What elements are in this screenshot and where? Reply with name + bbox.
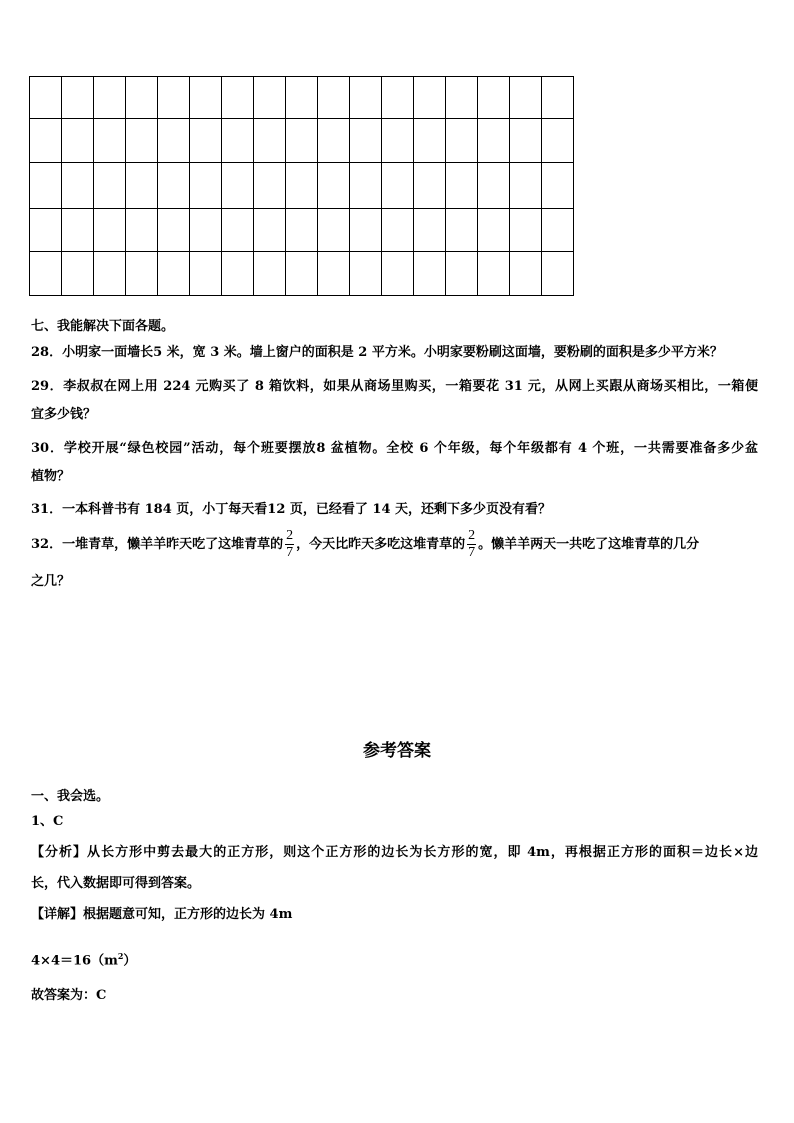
grid-cell xyxy=(286,209,318,252)
grid-cell xyxy=(190,77,222,119)
fraction xyxy=(285,528,294,561)
grid-cell xyxy=(222,77,254,119)
denominator: 7 xyxy=(286,545,294,560)
grid-cell xyxy=(542,252,574,296)
denominator: 7 xyxy=(468,545,476,560)
grid-cell xyxy=(222,209,254,252)
calc-end: ） xyxy=(123,953,137,969)
grid-cell xyxy=(254,77,286,119)
grid-cell xyxy=(254,209,286,252)
grid-cell xyxy=(126,77,158,119)
question-29-cont: 宜多少钱？ xyxy=(31,407,97,422)
answers-title: 参考答案 xyxy=(363,741,431,761)
question-32 xyxy=(31,527,699,563)
grid-cell xyxy=(126,209,158,252)
grid-cell xyxy=(318,252,350,296)
grid-cell xyxy=(382,163,414,209)
grid-cell xyxy=(510,77,542,119)
grid-cell xyxy=(414,163,446,209)
grid-cell xyxy=(62,163,94,209)
grid-cell xyxy=(350,163,382,209)
grid-cell xyxy=(222,119,254,163)
grid-cell xyxy=(30,77,62,119)
grid-cell xyxy=(446,209,478,252)
grid-cell xyxy=(478,252,510,296)
grid-cell xyxy=(478,163,510,209)
grid-cell xyxy=(446,119,478,163)
grid-cell xyxy=(62,77,94,119)
grid-cell xyxy=(350,119,382,163)
grid-cell xyxy=(158,209,190,252)
grid-cell xyxy=(62,252,94,296)
grid-cell xyxy=(158,77,190,119)
grid-cell xyxy=(94,252,126,296)
grid-cell xyxy=(254,119,286,163)
grid-cell xyxy=(190,209,222,252)
grid-cell xyxy=(542,209,574,252)
grid-cell xyxy=(318,119,350,163)
calculation xyxy=(31,947,136,970)
q32-text-2: ，今天比昨天多吃这堆青草的 xyxy=(296,537,466,552)
question-31: 31．一本科普书有 184 页，小丁每天看12 页，已经看了 14 天，还剩下多少页没有看？ xyxy=(31,502,552,517)
grid-cell xyxy=(254,163,286,209)
grid-cell xyxy=(382,119,414,163)
grid-cell xyxy=(382,77,414,119)
grid-cell xyxy=(350,209,382,252)
grid-cell xyxy=(542,77,574,119)
question-29: 29．李叔叔在网上用 224 元购买了 8 箱饮料，如果从商场里购买，一箱要花 31 元，从网上买跟从商场买相比，一箱便 xyxy=(31,379,758,394)
q32-text-1: 32．一堆青草，懒羊羊昨天吃了这堆青草的 xyxy=(31,537,284,552)
grid-cell xyxy=(414,77,446,119)
grid-cell xyxy=(158,163,190,209)
grid-cell xyxy=(94,163,126,209)
grid-row xyxy=(30,119,574,163)
detail: 【详解】根据题意可知，正方形的边长为 4m xyxy=(31,907,293,922)
grid-cell xyxy=(30,163,62,209)
grid-cell xyxy=(382,209,414,252)
grid-cell xyxy=(158,252,190,296)
calc-text: 4×4＝16（m xyxy=(31,953,118,969)
grid-cell xyxy=(542,163,574,209)
q32-text-3: 。懒羊羊两天一共吃了这堆青草的几分 xyxy=(478,537,700,552)
analysis-cont: 长，代入数据即可得到答案。 xyxy=(31,876,201,891)
grid-cell xyxy=(190,163,222,209)
grid-cell xyxy=(190,119,222,163)
grid-cell xyxy=(62,119,94,163)
grid-row xyxy=(30,77,574,119)
question-30: 30．学校开展“绿色校园”活动，每个班要摆放8 盆植物。全校 6 个年级，每个年级都有 4 个班，一共需要准备多少盆 xyxy=(31,441,758,456)
grid-cell xyxy=(94,77,126,119)
grid-cell xyxy=(222,252,254,296)
section-heading: 七、我能解决下面各题。 xyxy=(31,319,175,334)
grid-cell xyxy=(414,119,446,163)
grid-cell xyxy=(158,119,190,163)
grid-cell xyxy=(542,119,574,163)
grid-cell xyxy=(94,119,126,163)
superscript: 2 xyxy=(117,951,124,961)
grid-cell xyxy=(446,77,478,119)
analysis: 【分析】从长方形中剪去最大的正方形，则这个正方形的边长为长方形的宽，即 4m，再根据正方形的面积＝边长×边 xyxy=(31,845,758,860)
question-30-cont: 植物？ xyxy=(31,469,71,484)
grid-cell xyxy=(286,163,318,209)
grid-cell xyxy=(286,77,318,119)
grid-cell xyxy=(62,209,94,252)
grid-cell xyxy=(414,252,446,296)
grid-cell xyxy=(478,119,510,163)
grid-row xyxy=(30,163,574,209)
grid-cell xyxy=(30,119,62,163)
question-28: 28．小明家一面墙长5 米，宽 3 米。墙上窗户的面积是 2 平方米。小明家要粉刷这面墙，要粉刷的面积是多少平方米？ xyxy=(31,345,723,360)
grid-cell xyxy=(30,252,62,296)
question-32-cont: 之几？ xyxy=(31,574,71,589)
grid-cell xyxy=(478,77,510,119)
grid-cell xyxy=(350,252,382,296)
grid-cell xyxy=(254,252,286,296)
grid-cell xyxy=(510,163,542,209)
grid-cell xyxy=(446,163,478,209)
grid-cell xyxy=(94,209,126,252)
grid-cell xyxy=(126,163,158,209)
fraction xyxy=(467,528,476,561)
grid-cell xyxy=(478,209,510,252)
grid-cell xyxy=(318,209,350,252)
grid-cell xyxy=(190,252,222,296)
numerator: 2 xyxy=(286,528,294,543)
grid-cell xyxy=(318,77,350,119)
grid-cell xyxy=(286,252,318,296)
grid-cell xyxy=(286,119,318,163)
grid-cell xyxy=(222,163,254,209)
grid-row xyxy=(30,209,574,252)
grid-cell xyxy=(350,77,382,119)
numerator: 2 xyxy=(468,528,476,543)
grid-cell xyxy=(382,252,414,296)
conclusion: 故答案为：C xyxy=(31,988,107,1003)
grid-cell xyxy=(510,119,542,163)
grid-cell xyxy=(510,252,542,296)
grid-cell xyxy=(126,119,158,163)
writing-grid xyxy=(29,76,574,296)
grid-cell xyxy=(318,163,350,209)
grid-row xyxy=(30,252,574,296)
grid-cell xyxy=(446,252,478,296)
grid-cell xyxy=(126,252,158,296)
grid-cell xyxy=(510,209,542,252)
grid-cell xyxy=(414,209,446,252)
grid-cell xyxy=(30,209,62,252)
answers-section-heading: 一、我会选。 xyxy=(31,789,110,804)
answer-1: 1、C xyxy=(31,814,64,829)
